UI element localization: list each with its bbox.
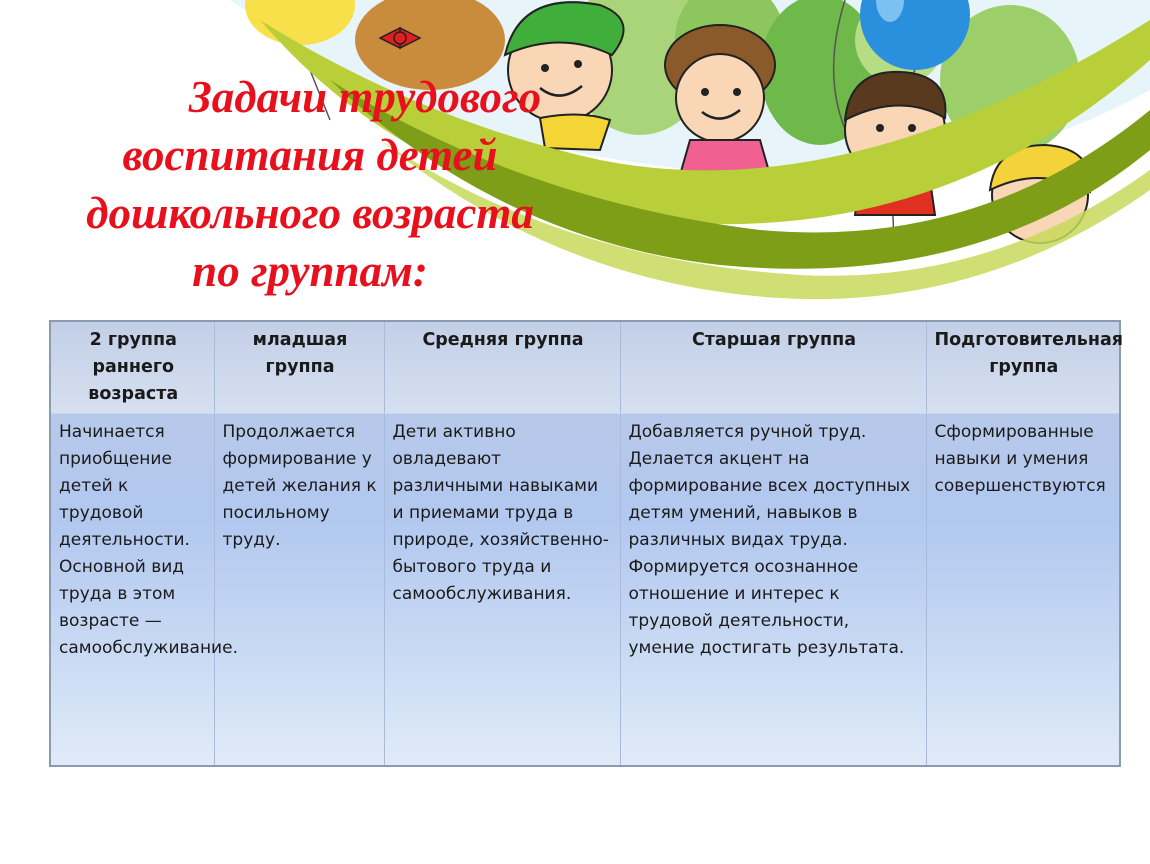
- table-row: [50, 413, 1120, 766]
- column-header: Подготовительная группа: [926, 321, 1120, 413]
- slide-title: [30, 68, 590, 300]
- red-bow-icon: [394, 32, 406, 44]
- table-cell: Дети активно овладевают различными навыками и приемами труда в природе, хозяйственно-бытового труда и самообслуживания.: [384, 413, 620, 766]
- title-line: дошкольного возраста: [86, 188, 534, 238]
- column-header: Старшая группа: [620, 321, 926, 413]
- table-cell: Продолжается формирование у детей желания к посильному труду.: [214, 413, 384, 766]
- column-header: 2 группа раннего возраста: [50, 321, 214, 413]
- column-header: Средняя группа: [384, 321, 620, 413]
- table-cell: Начинается приобщение детей к трудовой деятельности. Основной вид труда в этом возрасте — самообслуживание.: [50, 413, 214, 766]
- table-cell: Добавляется ручной труд. Делается акцент на формирование всех доступных детям умений, навыков в различных видах труда. Формируется осознанное отношение и интерес к трудовой деятельности, умение достигать результата.: [620, 413, 926, 766]
- table-cell: Сформированные навыки и умения совершенствуются: [926, 413, 1120, 766]
- title-line: по группам:: [192, 246, 428, 296]
- groups-table: [49, 320, 1124, 767]
- column-header: младшая группа: [214, 321, 384, 413]
- table-header-row: [50, 321, 1120, 413]
- title-line: Задачи трудового: [188, 72, 542, 122]
- title-line: воспитания детей: [122, 130, 498, 180]
- girl-face: [676, 54, 764, 142]
